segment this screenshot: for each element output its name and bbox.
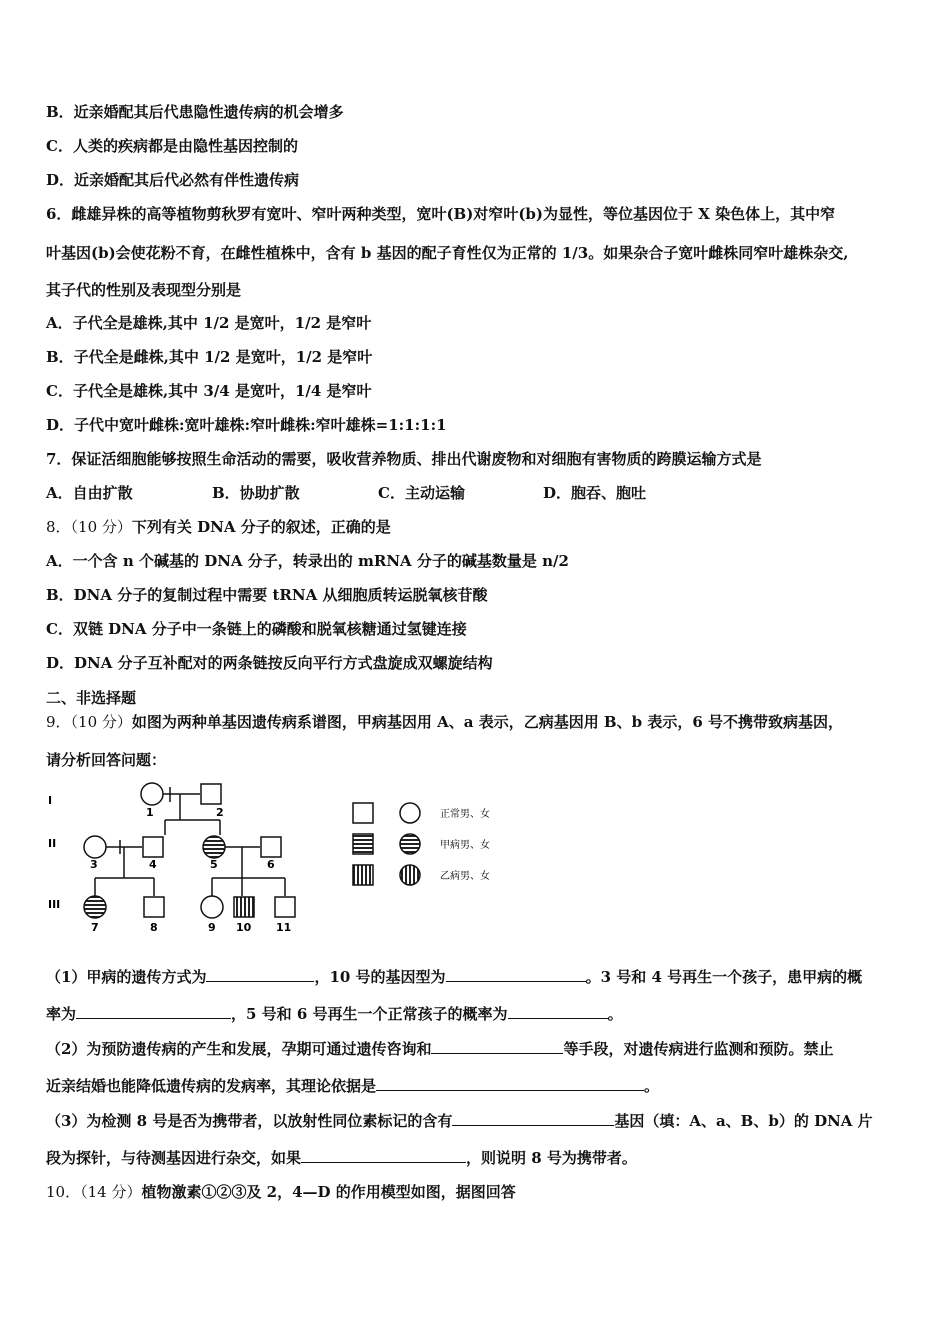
q8-option-a: A．一个含 n 个碱基的 DNA 分子，转录出的 mRNA 分子的碱基数量是 n/2 <box>46 552 569 570</box>
legend-a-male <box>353 834 373 854</box>
q9-part1-line1 <box>46 967 862 987</box>
answer-blank-genotype-10[interactable] <box>446 967 586 982</box>
q9-part3-line2 <box>46 1148 637 1168</box>
q10-number: 10． <box>46 1183 81 1201</box>
q9-part1-text-f: 。 <box>607 1005 623 1023</box>
q7-option-a: A．自由扩散 <box>46 484 133 502</box>
gen-label-i: I <box>48 794 53 807</box>
q9-part2-text-b: 等手段，对遗传病进行监测和预防。禁止 <box>563 1040 834 1058</box>
q9-part1-text-e: ，5 号和 6 号再生一个正常孩子的概率为 <box>231 1005 508 1023</box>
answer-blank-prenatal-method[interactable] <box>431 1039 563 1054</box>
q9-number: 9． <box>46 713 71 731</box>
q9-part2-line2 <box>46 1076 659 1096</box>
individual-label-6: 6 <box>267 858 275 871</box>
q9-part1-line2 <box>46 1004 623 1024</box>
q9-part3-line1 <box>46 1111 873 1131</box>
answer-blank-probe-gene[interactable] <box>452 1111 614 1126</box>
q6-option-c: C．子代全是雄株,其中 3/4 是宽叶，1/4 是窄叶 <box>46 382 372 400</box>
q5-option-c: C．人类的疾病都是由隐性基因控制的 <box>46 137 298 155</box>
q7-stem: 7．保证活细胞能够按照生命活动的需要，吸收营养物质、排出代谢废物和对细胞有害物质的跨膜运输方式是 <box>46 450 762 468</box>
q6-option-b: B．子代全是雌株,其中 1/2 是宽叶，1/2 是窄叶 <box>46 348 373 366</box>
individual-label-8: 8 <box>150 921 158 934</box>
individual-3 <box>84 836 106 858</box>
answer-blank-probability-a[interactable] <box>76 1004 231 1019</box>
answer-blank-hybridization-result[interactable] <box>301 1148 466 1163</box>
q7-option-c: C．主动运输 <box>378 484 465 502</box>
q8-stem-line <box>46 517 391 537</box>
q6-stem-line2: 叶基因(b)会使花粉不育，在雌性植株中，含有 b 基因的配子育性仅为正常的 1/3。如果杂合子宽叶雌株同窄叶雄株杂交, <box>46 244 849 262</box>
legend-label-a: 甲病男、女 <box>440 840 490 851</box>
q6-stem-line1: 6．雌雄异株的高等植物剪秋罗有宽叶、窄叶两种类型，宽叶(B)对窄叶(b)为显性，等位基因位于 X 染色体上，其中窄 <box>46 205 836 223</box>
q9-stem: 如图为两种单基因遗传病系谱图，甲病基因用 A、a 表示，乙病基因用 B、b 表示，6 号不携带致病基因， <box>131 713 843 731</box>
individual-9 <box>201 896 223 918</box>
q10-stem: 植物激素①②③及 2，4—D 的作用模型如图，据图回答 <box>141 1183 516 1201</box>
legend-normal-female <box>400 803 420 823</box>
q7-option-d: D．胞吞、胞吐 <box>543 484 647 502</box>
individual-label-5: 5 <box>210 858 218 871</box>
pedigree-legend <box>345 795 525 895</box>
legend-normal-male <box>353 803 373 823</box>
q9-part3-text-b: 基因（填：A、a、B、b）的 DNA 片 <box>614 1112 873 1130</box>
q5-option-b: B．近亲婚配其后代患隐性遗传病的机会增多 <box>46 103 344 121</box>
answer-blank-theory-basis[interactable] <box>376 1076 644 1091</box>
individual-label-10: 10 <box>236 921 252 934</box>
q5-option-d: D．近亲婚配其后代必然有伴性遗传病 <box>46 171 300 189</box>
q8-number: 8． <box>46 518 71 536</box>
q9-part3-text-a: （3）为检测 8 号是否为携带者，以放射性同位素标记的含有 <box>46 1112 453 1130</box>
legend-label-normal: 正常男、女 <box>440 809 490 820</box>
q9-part2-text-a: （2）为预防遗传病的产生和发展，孕期可通过遗传咨询和 <box>46 1040 432 1058</box>
individual-label-3: 3 <box>90 858 98 871</box>
gen-label-ii: II <box>48 837 57 850</box>
individual-label-1: 1 <box>146 806 154 819</box>
individual-label-2: 2 <box>216 806 224 819</box>
individual-1 <box>141 783 163 805</box>
q9-part1-text-a: （1）甲病的遗传方式为 <box>46 968 207 986</box>
q9-part3-text-d: ，则说明 8 号为携带者。 <box>466 1149 637 1167</box>
legend-b-male <box>353 865 373 885</box>
individual-11 <box>275 897 295 917</box>
q6-stem-line3: 其子代的性别及表现型分别是 <box>46 281 242 299</box>
q6-option-d: D．子代中宽叶雌株:宽叶雄株:窄叶雌株:窄叶雄株=1:1:1:1 <box>46 416 447 434</box>
q9-part2-text-d: 。 <box>644 1077 660 1095</box>
q8-option-d: D．DNA 分子互补配对的两条链按反向平行方式盘旋成双螺旋结构 <box>46 654 493 672</box>
q10-score: （14 分） <box>80 1183 142 1201</box>
individual-10-affected-b <box>234 897 254 917</box>
legend-b-female <box>400 865 420 885</box>
q8-score: （10 分） <box>70 518 132 536</box>
q7-options <box>46 483 646 503</box>
legend-a-female <box>400 834 420 854</box>
individual-6 <box>261 837 281 857</box>
individual-label-7: 7 <box>91 921 99 934</box>
individual-label-11: 11 <box>276 921 292 934</box>
q9-score: （10 分） <box>70 713 132 731</box>
pedigree-lines <box>95 787 285 896</box>
individual-7-affected-a <box>84 896 106 918</box>
q10-stem-line <box>46 1182 516 1202</box>
gen-label-iii: III <box>48 898 61 911</box>
q8-option-c: C．双链 DNA 分子中一条链上的磷酸和脱氧核糖通过氢键连接 <box>46 620 467 638</box>
individual-4 <box>143 837 163 857</box>
q8-stem: 下列有关 DNA 分子的叙述，正确的是 <box>131 518 391 536</box>
pedigree-chart <box>40 780 310 940</box>
q9-part2-line1 <box>46 1039 833 1059</box>
answer-blank-probability-normal[interactable] <box>508 1004 608 1019</box>
individual-8 <box>144 897 164 917</box>
q8-option-b: B．DNA 分子的复制过程中需要 tRNA 从细胞质转运脱氧核苷酸 <box>46 586 488 604</box>
q9-stem-line1 <box>46 712 843 732</box>
q9-part1-text-d: 率为 <box>46 1005 77 1023</box>
individual-label-4: 4 <box>149 858 157 871</box>
q9-part2-text-c: 近亲结婚也能降低遗传病的发病率，其理论依据是 <box>46 1077 377 1095</box>
q9-part3-text-c: 段为探针，与待测基因进行杂交，如果 <box>46 1149 302 1167</box>
q9-part1-text-b: ，10 号的基因型为 <box>314 968 446 986</box>
q9-stem-line2: 请分析回答问题： <box>46 751 167 769</box>
q6-option-a: A．子代全是雄株,其中 1/2 是宽叶，1/2 是窄叶 <box>46 314 372 332</box>
individual-label-9: 9 <box>208 921 216 934</box>
q9-part1-text-c: 。3 号和 4 号再生一个孩子，患甲病的概 <box>585 968 863 986</box>
individual-5-affected-a <box>203 836 225 858</box>
legend-label-b: 乙病男、女 <box>440 871 490 882</box>
section-heading: 二、非选择题 <box>46 689 137 707</box>
individual-2 <box>201 784 221 804</box>
q7-option-b: B．协助扩散 <box>212 484 300 502</box>
answer-blank-inheritance-mode[interactable] <box>206 967 314 982</box>
